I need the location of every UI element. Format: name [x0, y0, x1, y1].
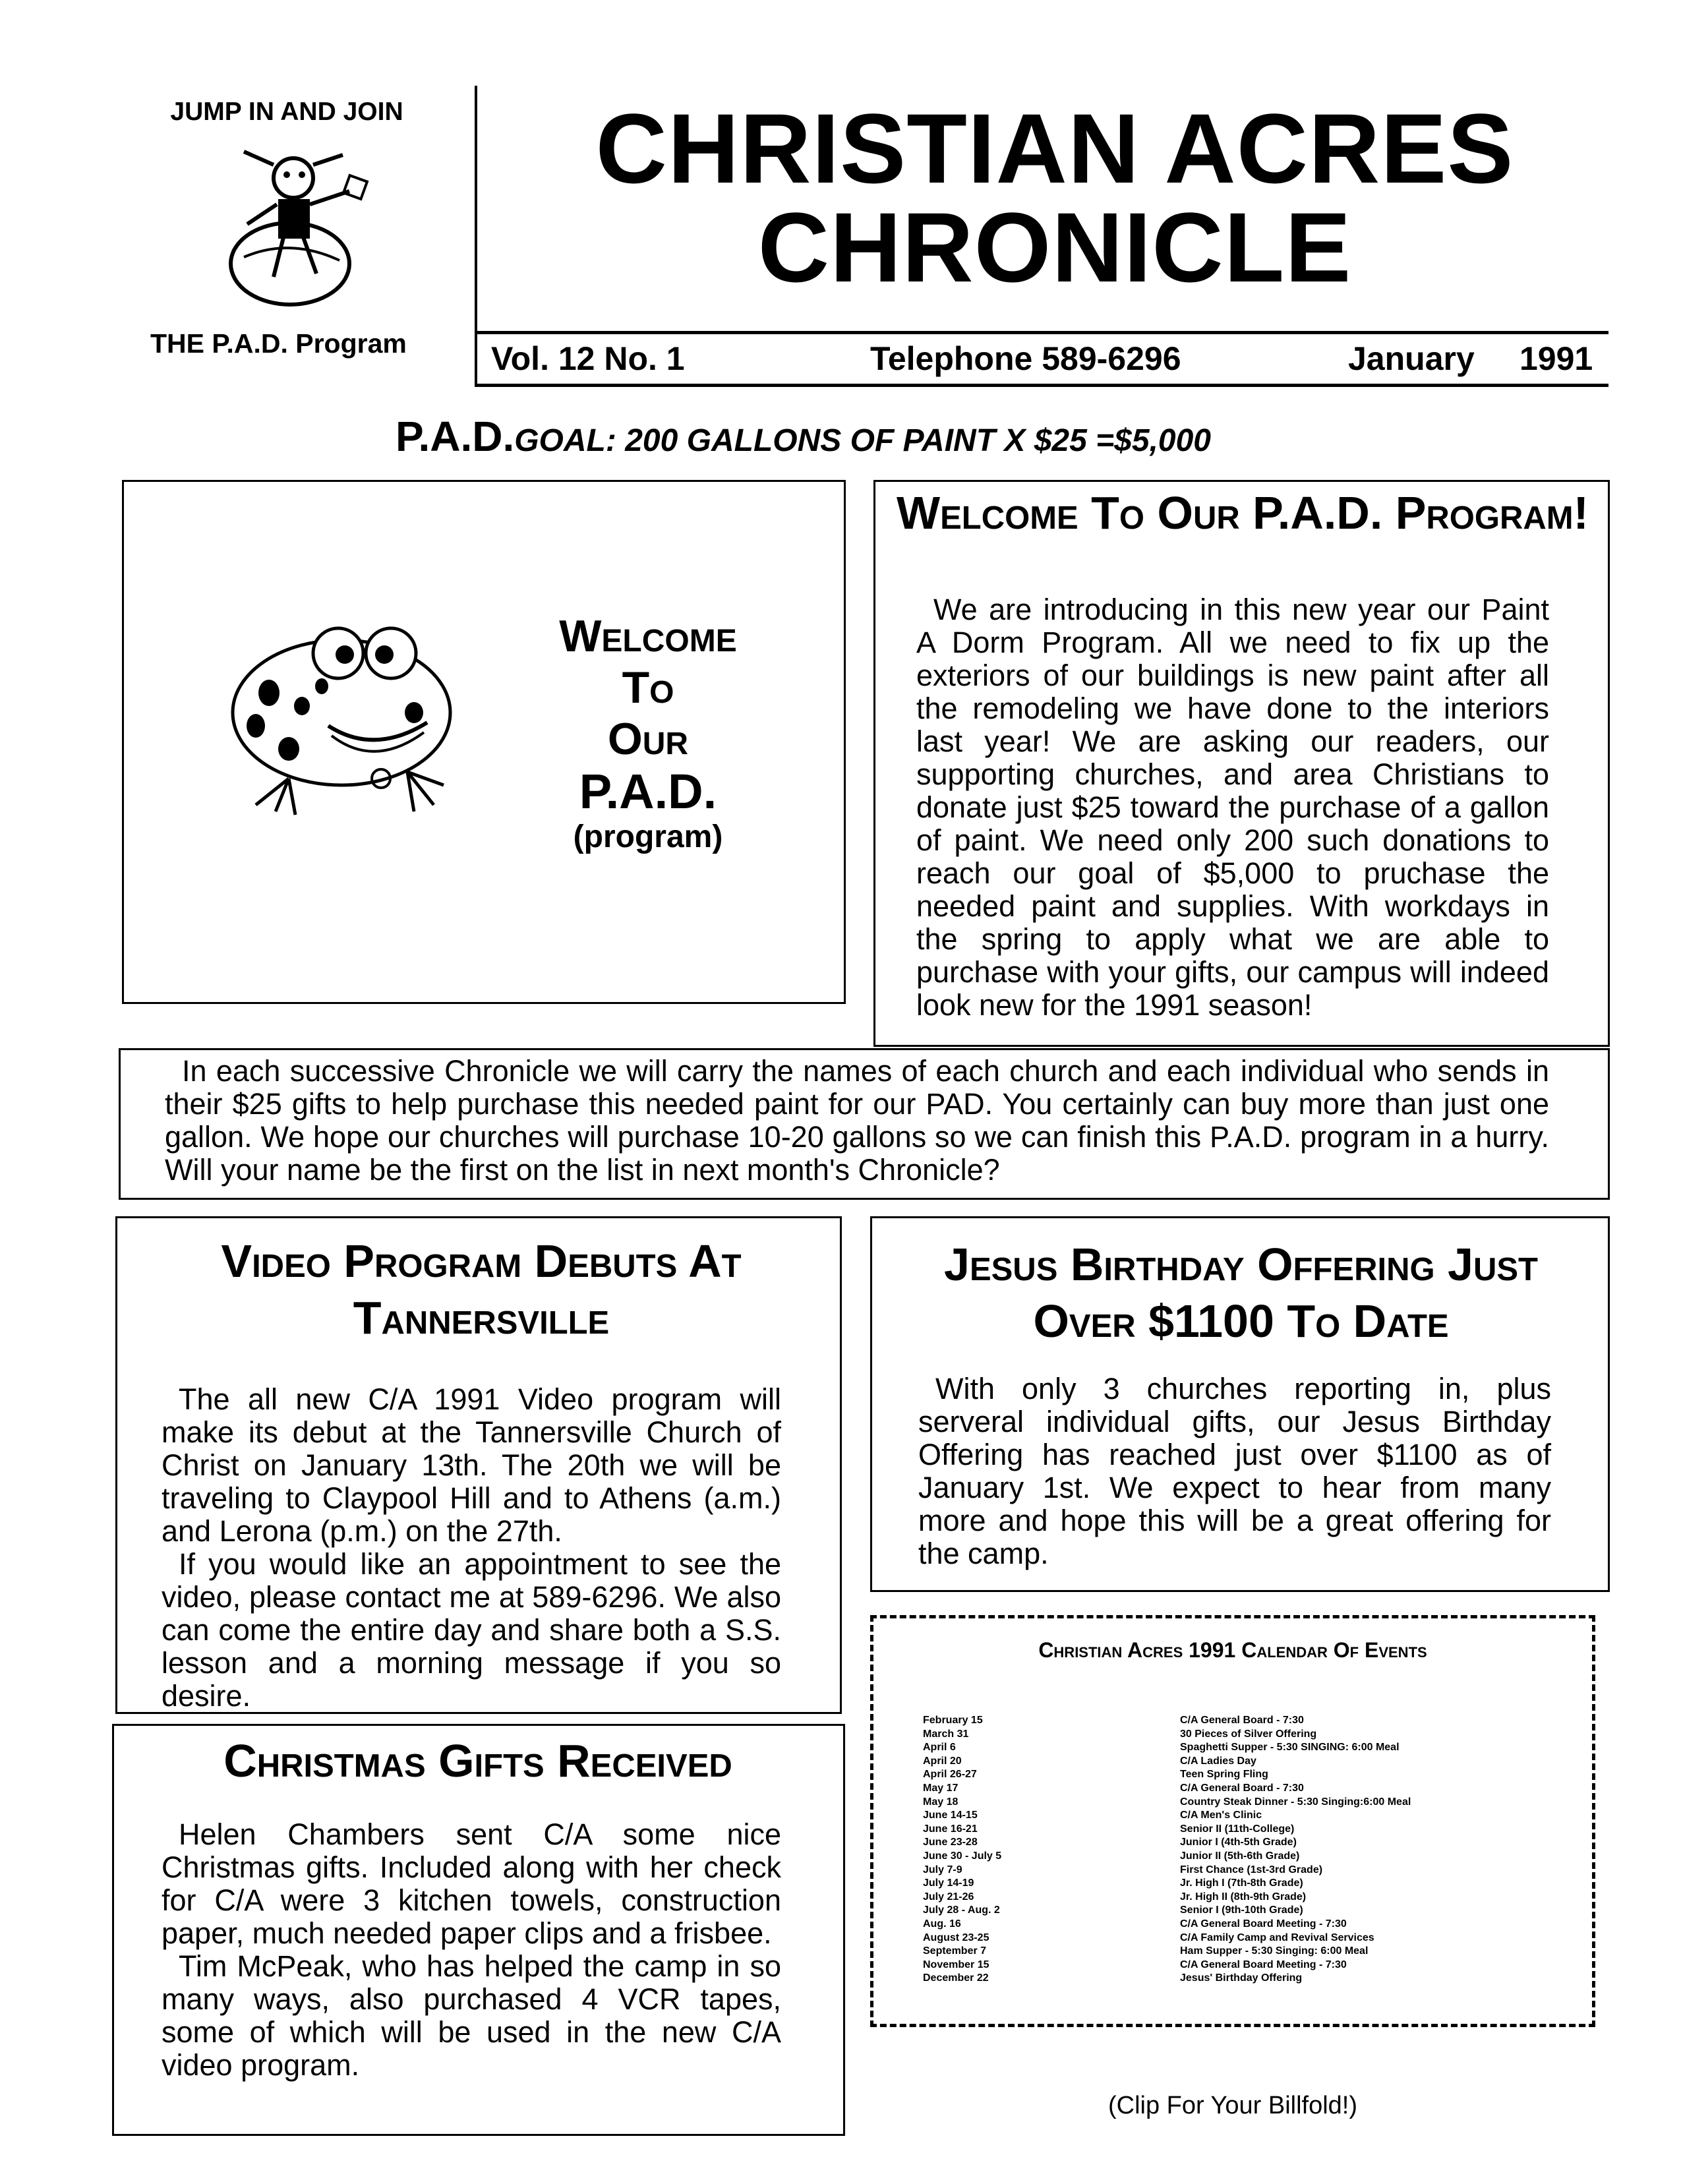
frog-illustration	[216, 614, 467, 825]
calendar-event-date: June 30 - July 5	[923, 1850, 1002, 1862]
calendar-event-name: Jesus' Birthday Offering	[1180, 1972, 1303, 1984]
calendar-event-name: Senior II (11th-College)	[1180, 1823, 1295, 1835]
calendar-event-name: Junior I (4th-5th Grade)	[1180, 1837, 1297, 1848]
calendar-event-name: C/A General Board - 7:30	[1180, 1782, 1304, 1794]
frog-box-line2: To	[622, 663, 674, 713]
frog-box-line1: Welcome	[559, 611, 737, 661]
calendar-event-date: July 21-26	[923, 1891, 974, 1903]
goal-prefix: P.A.D.	[396, 413, 515, 460]
welcome-article-title: Welcome To Our P.A.D. Program!	[897, 487, 1589, 539]
chronicle-note-para: In each successive Chronicle we will carry the names of each church and each individual who sends in their $25 gifts to help purchase this needed paint for our PAD. You certainly can buy more than just one gallon. We hope our churches will purchase 10-20 gallons so we can finish this P.A.D. program in a hurry. Will your name be the first on the list in next month's Chronicle?	[165, 1054, 1549, 1187]
calendar-event-row	[923, 1728, 1582, 1742]
birthday-article-para: With only 3 churches reporting in, plus serveral individual gifts, our Jesus Birthday Offering has reached just over $1100 as of January 1st. We expect to hear from many more and hope this will be a great offering for the camp.	[918, 1372, 1551, 1570]
birthday-article-title: Jesus Birthday Offering Just Over $1100 To Date	[944, 1239, 1538, 1347]
calendar-event-row	[923, 1809, 1582, 1823]
welcome-article-para: We are introducing in this new year our Paint A Dorm Program. All we need to fix up the exteriors of our buildings is new paint after all the remodeling we have done to the interiors last year! We are asking our readers, our supporting churches, and area Christians to donate just $25 toward the purchase of a gallon of paint. We need only 200 such donations to reach our goal of $5,000 to pruchase the needed paint and supplies. With workdays in the spring to apply what we are able to purchase with your gifts, our campus will indeed look new for the 1991 season!	[916, 593, 1549, 1022]
calendar-event-name: First Chance (1st-3rd Grade)	[1180, 1864, 1323, 1875]
calendar-event-name: Junior II (5th-6th Grade)	[1180, 1850, 1300, 1862]
frog-box-text	[533, 610, 763, 856]
masthead-title-line1: CHRISTIAN ACRES	[595, 93, 1514, 204]
gifts-article-title: Christmas Gifts Received	[223, 1735, 732, 1786]
calendar-event-name: Jr. High I (7th-8th Grade)	[1180, 1877, 1303, 1889]
masthead-month: January	[1348, 340, 1475, 377]
calendar-events	[923, 1714, 1582, 1986]
calendar-event-row	[923, 1959, 1582, 1972]
calendar-event-name: Teen Spring Fling	[1180, 1769, 1268, 1781]
calendar-event-row	[923, 1972, 1582, 1986]
masthead-rule-top	[475, 331, 1608, 334]
birthday-article-body	[918, 1372, 1551, 1570]
calendar-event-date: May 17	[923, 1782, 958, 1794]
calendar-event-date: April 6	[923, 1742, 956, 1754]
calendar-event-row	[923, 1918, 1582, 1932]
calendar-event-date: September 7	[923, 1945, 987, 1957]
calendar-event-date: February 15	[923, 1715, 983, 1726]
calendar-event-date: June 14-15	[923, 1810, 978, 1821]
welcome-article-body	[916, 593, 1549, 1022]
calendar-event-row	[923, 1741, 1582, 1755]
calendar-event-date: December 22	[923, 1972, 989, 1984]
calendar-event-name: Senior I (9th-10th Grade)	[1180, 1904, 1303, 1916]
pad-mascot-logo	[218, 138, 376, 310]
gifts-article-para2: Tim McPeak, who has helped the camp in so many ways, also purchased 4 VCR tapes, some of which will be used in the new C/A video program.	[162, 1949, 781, 2082]
calendar-event-date: May 18	[923, 1796, 958, 1808]
calendar-event-date: April 20	[923, 1755, 962, 1767]
calendar-event-row	[923, 1782, 1582, 1796]
calendar-event-row	[923, 1796, 1582, 1810]
calendar-event-name: C/A Men's Clinic	[1180, 1810, 1262, 1821]
gifts-article-body	[162, 1818, 781, 2082]
calendar-event-row	[923, 1945, 1582, 1959]
goal-line	[396, 412, 1384, 461]
calendar-clip-note: (Clip For Your Billfold!)	[1107, 2092, 1358, 2119]
calendar-event-row	[923, 1768, 1582, 1782]
calendar-event-row	[923, 1823, 1582, 1837]
calendar-event-row	[923, 1891, 1582, 1904]
calendar-event-row	[923, 1755, 1582, 1769]
calendar-event-name: C/A General Board - 7:30	[1180, 1715, 1304, 1726]
masthead-rule-bottom	[475, 384, 1608, 387]
gifts-article-para1: Helen Chambers sent C/A some nice Christmas gifts. Included along with her check for C/A were 3 kitchen towels, construction paper, much needed paper clips and a frisbee.	[162, 1817, 781, 1950]
masthead-tagline-top: JUMP IN AND JOIN	[170, 98, 403, 126]
calendar-event-name: C/A Family Camp and Revival Services	[1180, 1932, 1374, 1943]
calendar-event-name: 30 Pieces of Silver Offering	[1180, 1728, 1317, 1740]
calendar-event-date: August 23-25	[923, 1932, 989, 1943]
frog-box-line3: Our	[607, 714, 689, 764]
masthead-title-line2: CHRONICLE	[757, 192, 1352, 303]
calendar-event-date: April 26-27	[923, 1769, 977, 1781]
calendar-event-name: C/A Ladies Day	[1180, 1755, 1256, 1767]
calendar-event-name: Ham Supper - 5:30 Singing: 6:00 Meal	[1180, 1945, 1369, 1957]
masthead-telephone: Telephone 589-6296	[870, 340, 1181, 377]
calendar-title: Christian Acres 1991 Calendar Of Events	[1038, 1638, 1427, 1662]
calendar-event-date: June 16-21	[923, 1823, 978, 1835]
calendar-event-date: November 15	[923, 1959, 989, 1970]
calendar-event-row	[923, 1714, 1582, 1728]
calendar-event-row	[923, 1850, 1582, 1864]
masthead-year: 1991	[1519, 340, 1593, 377]
video-article-body	[162, 1383, 781, 1713]
masthead-tagline-bottom: THE P.A.D. Program	[150, 328, 407, 359]
masthead-volume: Vol. 12 No. 1	[491, 340, 685, 377]
calendar-event-date: June 23-28	[923, 1837, 978, 1848]
calendar-event-date: July 28 - Aug. 2	[923, 1904, 1000, 1916]
calendar-event-date: Aug. 16	[923, 1918, 961, 1930]
calendar-event-date: March 31	[923, 1728, 969, 1740]
frog-box-line5: (program)	[573, 819, 723, 854]
calendar-event-name: Spaghetti Supper - 5:30 SINGING: 6:00 Meal	[1180, 1742, 1400, 1754]
goal-text: GOAL: 200 GALLONS OF PAINT X $25 =$5,000	[514, 423, 1211, 458]
calendar-event-row	[923, 1864, 1582, 1877]
video-article-para1: The all new C/A 1991 Video program will make its debut at the Tannersville Church of Christ on January 13th. The 20th we will be traveling to Claypool Hill and to Athens (a.m.) and Lerona (p.m.) on the 27th.	[162, 1382, 781, 1548]
masthead-divider-vertical	[475, 86, 477, 386]
calendar-event-row	[923, 1877, 1582, 1891]
calendar-event-date: July 14-19	[923, 1877, 974, 1889]
frog-box-line4: P.A.D.	[579, 764, 717, 819]
calendar-event-row	[923, 1836, 1582, 1850]
calendar-event-name: C/A General Board Meeting - 7:30	[1180, 1959, 1347, 1970]
calendar-event-name: Country Steak Dinner - 5:30 Singing:6:00 Meal	[1180, 1796, 1411, 1808]
chronicle-note-body	[165, 1055, 1549, 1187]
calendar-event-row	[923, 1932, 1582, 1945]
video-article-title: Video Program Debuts At Tannersville	[221, 1235, 742, 1343]
calendar-event-row	[923, 1904, 1582, 1918]
calendar-event-name: C/A General Board Meeting - 7:30	[1180, 1918, 1347, 1930]
frog-welcome-box	[122, 480, 846, 1004]
calendar-event-date: July 7-9	[923, 1864, 962, 1875]
calendar-box	[870, 1615, 1595, 2027]
calendar-event-name: Jr. High II (8th-9th Grade)	[1180, 1891, 1307, 1903]
video-article-para2: If you would like an appointment to see the video, please contact me at 589-6296. We also can come the entire day and share both a S.S. lesson and a morning message if you so desire.	[162, 1547, 781, 1713]
